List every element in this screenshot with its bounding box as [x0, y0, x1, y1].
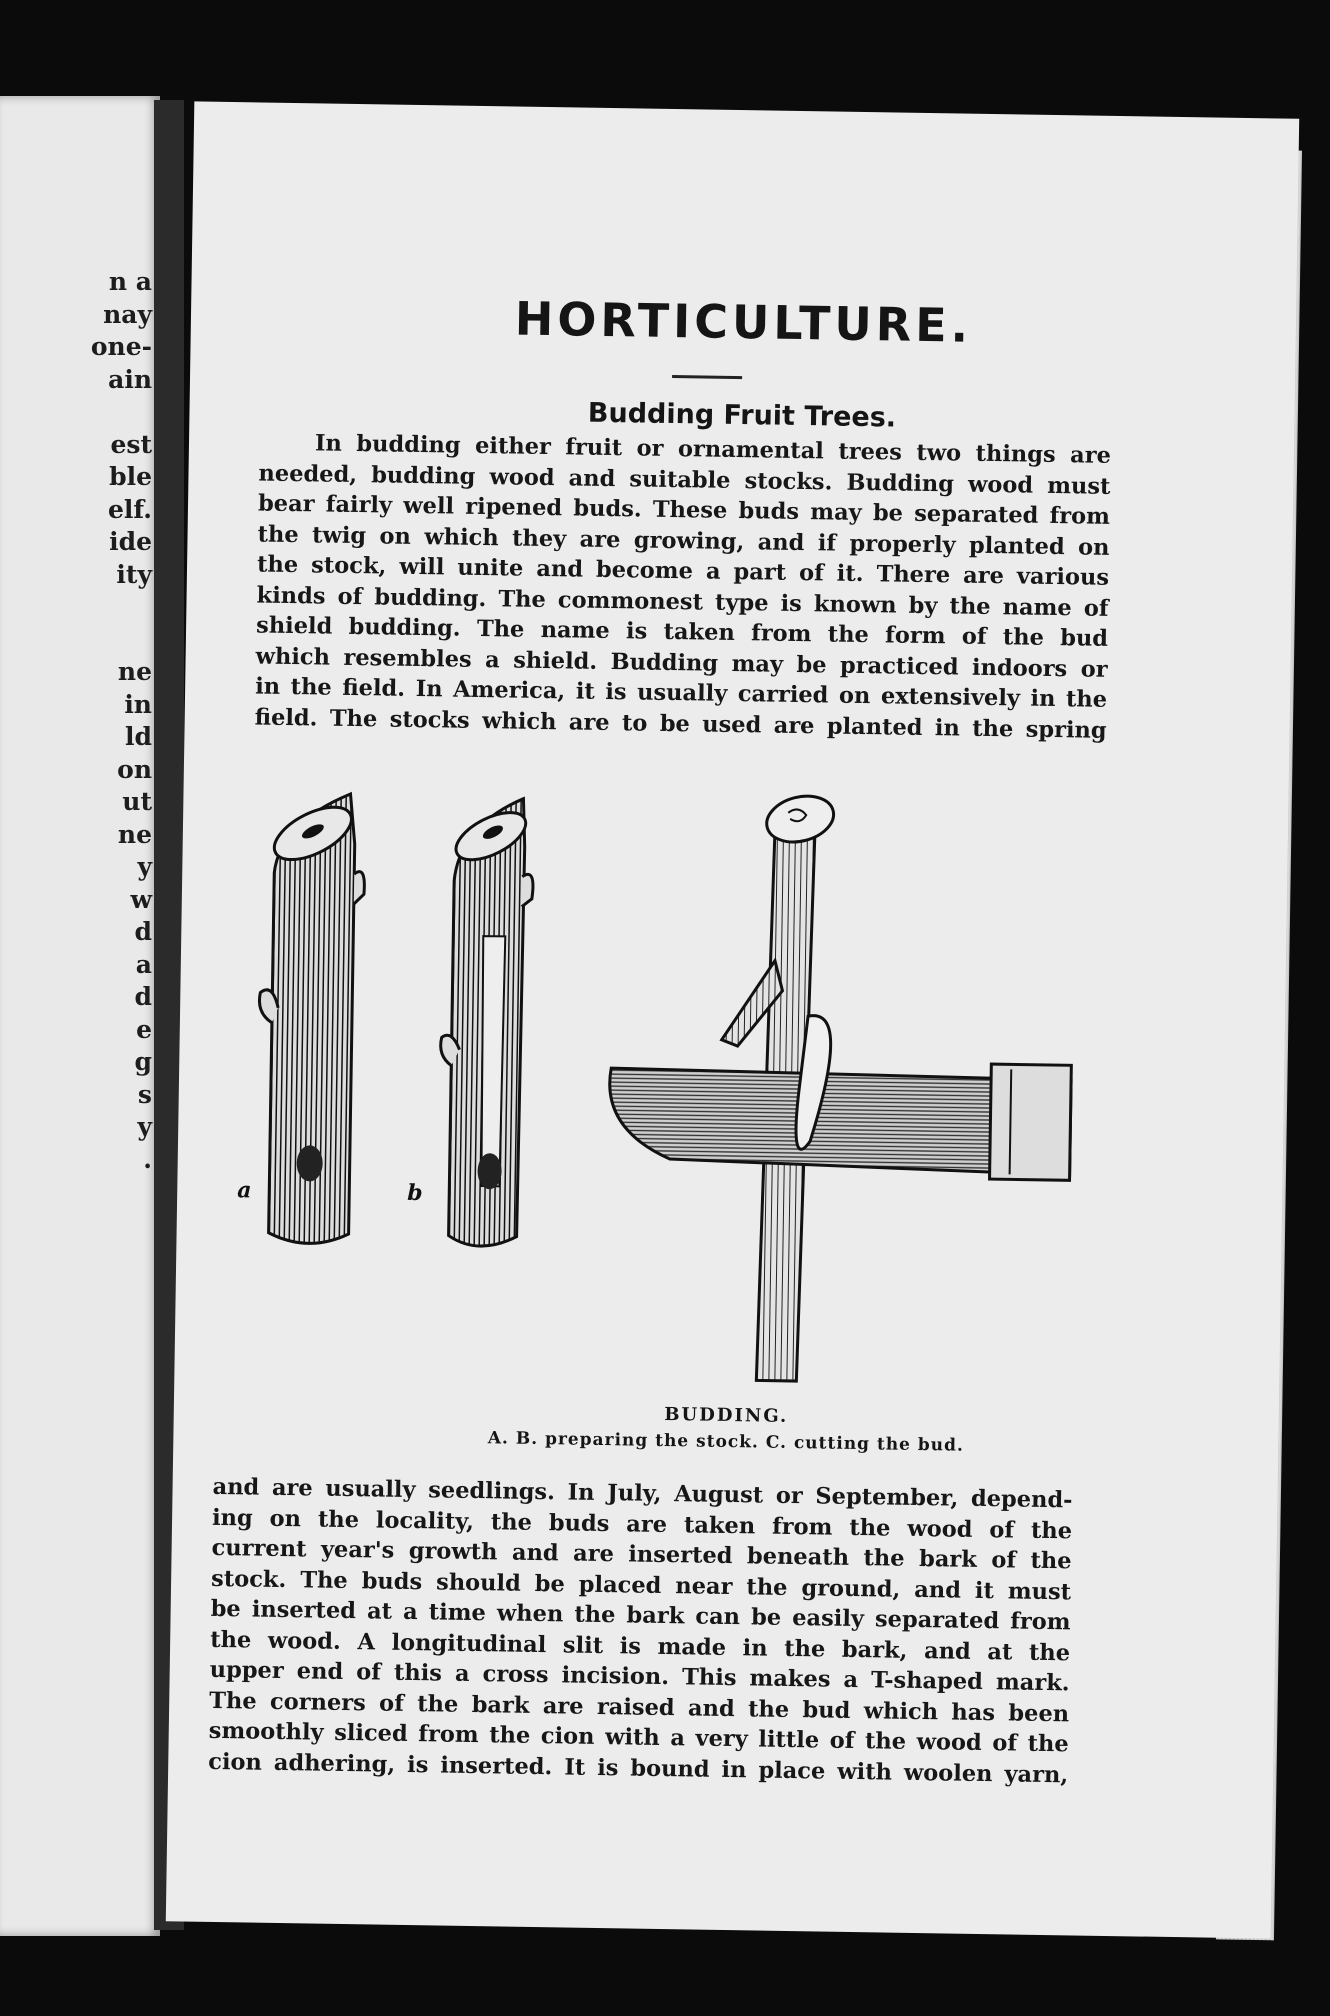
text-line: in the field. In America, it is usually carried on extensively in the: [254, 673, 1108, 713]
fragment-line: a: [135, 949, 152, 979]
text-line: shield budding. The name is taken from the form of the bud: [255, 612, 1109, 652]
text-line: smoothly sliced from the cion with a very little of the wood of the: [208, 1717, 1069, 1758]
fragment-line: [91, 591, 152, 624]
text-line: the stock, will unite and become a part of it. There are various: [256, 551, 1110, 591]
fragment-line: elf.: [108, 494, 152, 524]
text-line: bear fairly well ripened buds. These buds may be separated from: [257, 490, 1111, 530]
text-line: kinds of budding. The commonest type is known by the name of: [256, 581, 1109, 622]
fragment-line: e: [136, 1014, 152, 1044]
fragment-line: nay: [103, 299, 152, 329]
fragment-line: ne: [117, 819, 152, 849]
fragment-line: ut: [122, 787, 152, 816]
previous-page-text-fragments: [91, 266, 152, 1176]
text-line: cion adhering, is inserted. It is bound in place with woolen yarn,: [208, 1748, 1069, 1788]
text-line: the wood. A longitudinal slit is made in the bark, and at the: [210, 1626, 1071, 1666]
figure-label-b: b: [407, 1179, 423, 1207]
fragment-line: g: [134, 1047, 152, 1076]
fragment-line: ain: [108, 364, 152, 394]
stock-a-drawing: [256, 793, 366, 1245]
fragment-line: [91, 624, 152, 657]
fragment-line: ity: [116, 559, 152, 589]
fragment-line: n a: [108, 267, 152, 296]
twig-and-knife-drawing: [605, 786, 1075, 1385]
fragment-line: .: [143, 1144, 152, 1174]
text-line: be inserted at a time when the bark can be easily separated from: [210, 1595, 1071, 1636]
fragment-line: ble: [109, 462, 152, 491]
figure-caption-title: BUDDING.: [664, 1403, 789, 1427]
fragment-line: s: [137, 1079, 152, 1109]
text-line: upper end of this a cross incision. This makes a T-shaped mark.: [209, 1656, 1070, 1697]
fragment-line: on: [117, 754, 152, 784]
fragment-line: ne: [117, 657, 152, 686]
fragment-line: ide: [109, 527, 152, 556]
fragment-line: [91, 396, 152, 429]
fragment-line: d: [134, 982, 152, 1011]
page-title: HORTICULTURE.: [514, 291, 973, 353]
text-line: In budding either fruit or ornamental trees two things are: [314, 430, 1112, 469]
text-line: which resembles a shield. Budding may be practiced indoors or: [255, 642, 1108, 683]
text-line: the twig on which they are growing, and if properly planted on: [257, 520, 1110, 561]
text-line: field. The stocks which are to be used are planted in the spring: [254, 703, 1107, 744]
title-divider: [672, 375, 742, 379]
stock-b-drawing: [438, 797, 535, 1246]
fragment-line: y: [137, 852, 152, 881]
budding-engraving: [246, 782, 1135, 1396]
fragment-line: y: [137, 1112, 152, 1141]
text-line: current year's growth and are inserted beneath the bark of the: [211, 1534, 1072, 1575]
figure-label-a: a: [237, 1177, 252, 1204]
text-line: The corners of the bark are raised and the bud which has been: [209, 1687, 1070, 1727]
previous-page-edge: [0, 96, 160, 1936]
book-page: [166, 101, 1299, 1938]
paragraph-2: [208, 1472, 1073, 1790]
fragment-line: ld: [125, 722, 152, 751]
fragment-line: est: [110, 429, 152, 459]
fragment-line: w: [130, 884, 152, 914]
text-line: and are usually seedlings. In July, August or September, depend-: [212, 1473, 1073, 1514]
fragment-line: d: [134, 917, 152, 946]
fragment-line: one-: [90, 332, 152, 361]
text-line: needed, budding wood and suitable stocks. Budding wood must: [258, 459, 1111, 500]
budding-illustration: [237, 782, 1135, 1456]
paragraph-1: [254, 427, 1111, 745]
fragment-line: in: [124, 689, 152, 719]
figure-caption-text: A. B. preparing the stock. C. cutting the bud.: [487, 1428, 965, 1456]
section-title: Budding Fruit Trees.: [587, 397, 897, 434]
text-line: stock. The buds should be placed near the ground, and it must: [210, 1565, 1072, 1605]
text-line: ing on the locality, the buds are taken from the wood of the: [211, 1504, 1073, 1544]
